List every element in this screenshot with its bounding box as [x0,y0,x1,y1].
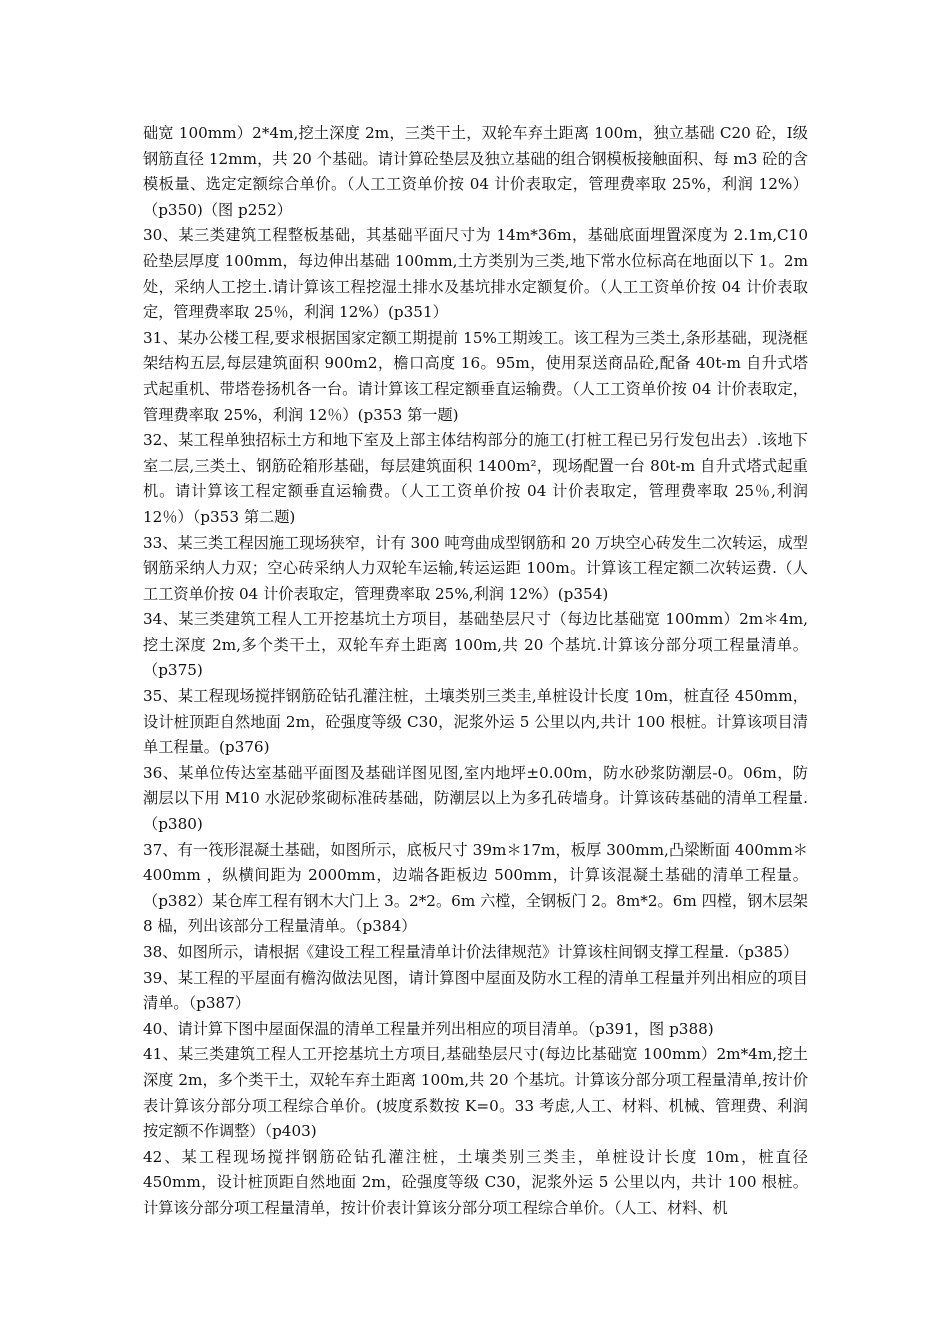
question-38: 38、如图所示，请根据《建设工程工程量清单计价法律规范》计算该柱间钢支撑工程量.（p385） [143,943,799,961]
question-41: 41、某三类建筑工程人工开挖基坑土方项目,基础垫层尺寸(每边比基础宽 100mm）2m*4m,挖土深度 2m，多个类干土，双轮车弃土距离 100m,共 20 个基坑。计算该分部分项工程量清单,按计价表计算该分部分项工程综合单价。(坡度系数按 K=0。33 考虑,人工、材料、机械、管理费、利润按定额不作调整）（p403) [143,1045,808,1141]
question-31: 31、某办公楼工程,要求根据国家定额工期提前 15%工期竣工。该工程为三类土,条形基础，现浇框架结构五层,每层建筑面积 900m2，檐口高度 16。95m，使用泵送商品砼,配备 40t-m 自升式塔式起重机、带塔卷扬机各一台。请计算该工程定额垂直运输费。（人工工资单价按 04 计价表取定，管理费率取 25%，利润 12％）(p353 第一题) [143,328,808,424]
question-39: 39、某工程的平屋面有檐沟做法见图，请计算图中屋面及防水工程的清单工程量并列出相应的项目清单。（p387） [143,968,808,1013]
question-37: 37、有一筏形混凝土基础，如图所示，底板尺寸 39m＊17m，板厚 300mm,凸梁断面 400mm＊400mm ，纵横间距为 2000mm，边端各距板边 500mm，计算该混凝土基础的清单工程量。（p382）某仓库工程有钢木大门上 3。2*2。6m 六樘，全钢板门 2。8m*2。6m 四樘，钢木层架 8 榀，列出该部分工程量清单。（p384） [143,840,808,936]
question-30: 30、某三类建筑工程整板基础，其基础平面尺寸为 14m*36m，基础底面埋置深度为 2.1m,C10 砼垫层厚度 100mm，每边伸出基础 100mm,土方类别为三类,地下常水位标高在地面以下 1。2m 处，采纳人工挖土.请计算该工程挖湿土排水及基坑排水定额复价。（人工工资单价按 04 计价表取定，管理费率取 25％，利润 12%）(p351） [143,226,808,322]
question-36: 36、某单位传达室基础平面图及基础详图见图,室内地坪±0.00m，防水砂浆防潮层-0。06m，防潮层以下用 M10 水泥砂浆砌标准砖基础，防潮层以上为多孔砖墙身。计算该砖基础的清单工程量.（p380) [143,763,808,834]
question-35: 35、某工程现场搅拌钢筋砼钻孔灌注桩，土壤类别三类圭,单桩设计长度 10m，桩直径 450mm，设计桩顶距自然地面 2m，砼强度等级 C30，泥浆外运 5 公里以内,共计 100 根桩。计算该项目清单工程量。(p376) [143,687,808,757]
question-34: 34、某三类建筑工程人工开挖基坑土方项目，基础垫层尺寸（每边比基础宽 100mm）2m＊4m,挖土深度 2m,多个类干土，双轮车弃土距离 100m,共 20 个基坑.计算该分部分项工程量清单。（p375) [143,610,808,680]
question-42: 42、某工程现场搅拌钢筋砼钻孔灌注桩，土壤类别三类圭，单桩设计长度 10m，桩直径 450mm，设计桩顶距自然地面 2m，砼强度等级 C30，泥浆外运 5 公里以内，共计 100 根桩。计算该分部分项工程量清单，按计价表计算该分部分项工程综合单价。（人工、材料、机 [143,1147,808,1217]
question-32: 32、某工程单独招标土方和地下室及上部主体结构部分的施工(打桩工程已另行发包出去）.该地下室二层,三类土、钢筋砼箱形基础，每层建筑面积 1400m²，现场配置一台 80t-m 自升式塔式起重机。请计算该工程定额垂直运输费。（人工工资单价按 04 计价表取定，管理费率取 25％,利润 12％）（p353 第二题) [143,431,808,526]
paragraph-continued: 础宽 100mm）2*4m,挖土深度 2m，三类干土，双轮车弃土距离 100m，独立基础 C20 砼，Ⅰ级钢筋直径 12mm，共 20 个基础。请计算砼垫层及独立基础的组合钢模板接触面积、每 m3 砼的含模板量、选定定额综合单价。（人工工资单价按 04 计价表取定，管理费率取 25%，利润 12%）（p350)（图 p252） [143,124,808,219]
question-33: 33、某三类工程因施工现场狭窄，计有 300 吨弯曲成型钢筋和 20 万块空心砖发生二次转运，成型钢筋采纳人力双；空心砖采纳人力双轮车运输,转运运距 100m。计算该工程定额二次转运费.（人工工资单价按 04 计价表取定，管理费率取 25%,利润 12%）(p354) [143,533,808,603]
document-body [143,121,808,1222]
question-40: 40、请计算下图中屋面保温的清单工程量并列出相应的项目清单。（p391，图 p388) [143,1019,714,1038]
